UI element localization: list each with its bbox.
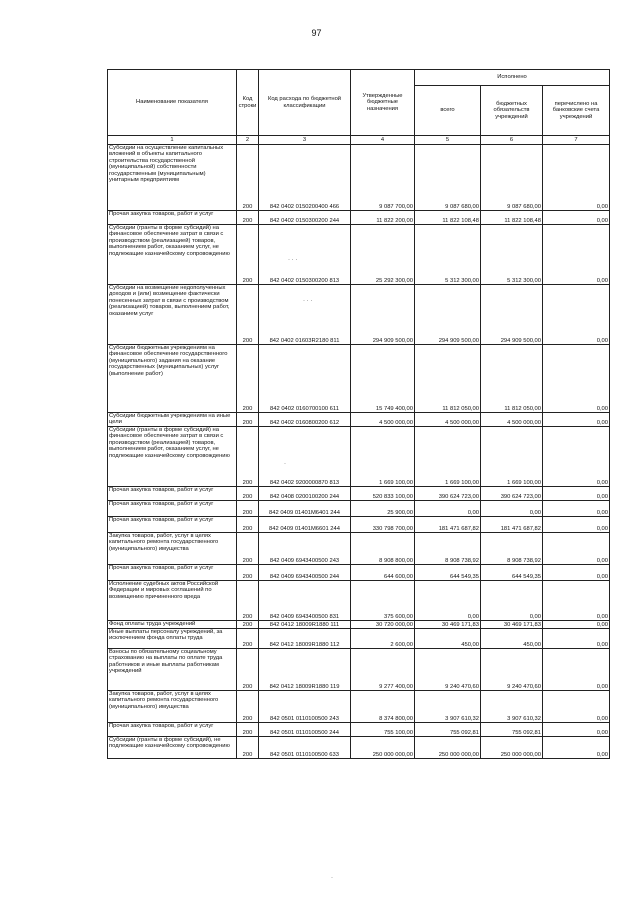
row-executed-transfers: 0,00: [543, 487, 610, 501]
row-executed-obligations: 644 549,35: [481, 565, 543, 581]
row-executed-transfers: 0,00: [543, 501, 610, 517]
row-executed-transfers: 0,00: [543, 629, 610, 649]
row-executed-obligations: 8 908 738,92: [481, 533, 543, 565]
row-approved: 9 277 400,00: [351, 649, 415, 691]
row-approved: 330 798 700,00: [351, 517, 415, 533]
column-numbers-row: [108, 136, 610, 145]
table-row: [108, 345, 610, 413]
row-approved: 294 909 500,00: [351, 285, 415, 345]
row-executed-transfers: 0,00: [543, 533, 610, 565]
row-approved: 644 600,00: [351, 565, 415, 581]
row-name: Прочая закупка товаров, работ и услуг: [108, 501, 237, 517]
row-executed-obligations: 3 907 610,32: [481, 691, 543, 723]
row-executed-obligations: 5 312 300,00: [481, 225, 543, 285]
table-row: [108, 427, 610, 487]
row-line-code: 200: [237, 565, 259, 581]
row-executed-obligations: 250 000 000,00: [481, 737, 543, 759]
row-executed-obligations: 450,00: [481, 629, 543, 649]
column-number: 2: [237, 136, 259, 145]
budget-execution-table: [107, 69, 610, 759]
row-budget-code: 842 0409 01401M6401 244: [259, 501, 351, 517]
row-executed-obligations: 390 624 723,00: [481, 487, 543, 501]
row-budget-code: 842 0409 6943400500 243: [259, 533, 351, 565]
row-budget-code: 842 0402 01603R2180 811: [259, 285, 351, 345]
row-executed-total: 8 908 738,92: [415, 533, 481, 565]
table-row: [108, 517, 610, 533]
row-approved: 25 292 300,00: [351, 225, 415, 285]
table-row: [108, 487, 610, 501]
column-number: 7: [543, 136, 610, 145]
row-executed-total: 11 822 108,48: [415, 211, 481, 225]
row-budget-code: 842 0501 0110100500 244: [259, 723, 351, 737]
row-executed-total: 644 549,35: [415, 565, 481, 581]
row-executed-transfers: 0,00: [543, 581, 610, 621]
row-approved: 755 100,00: [351, 723, 415, 737]
row-executed-obligations: 181 471 687,82: [481, 517, 543, 533]
row-budget-code: 842 0409 6943400500 244: [259, 565, 351, 581]
row-executed-transfers: 0,00: [543, 145, 610, 211]
row-executed-transfers: 0,00: [543, 285, 610, 345]
row-executed-transfers: 0,00: [543, 565, 610, 581]
row-budget-code: 842 0402 0150200400 466: [259, 145, 351, 211]
row-executed-transfers: 0,00: [543, 691, 610, 723]
row-line-code: 200: [237, 145, 259, 211]
row-budget-code: 842 0412 18009R1880 112: [259, 629, 351, 649]
row-budget-code: 842 0412 18009R1880 119: [259, 649, 351, 691]
row-executed-transfers: 0,00: [543, 517, 610, 533]
column-number: 1: [108, 136, 237, 145]
row-line-code: 200: [237, 629, 259, 649]
scan-speck: · · ·: [303, 298, 313, 304]
row-executed-obligations: 9 240 470,60: [481, 649, 543, 691]
row-budget-code: 842 0402 0160800200 612: [259, 413, 351, 427]
row-line-code: 200: [237, 533, 259, 565]
row-approved: 30 720 000,00: [351, 621, 415, 629]
table-body: [108, 145, 610, 759]
row-name: Субсидии бюджетным учреждениям на финансовое обеспечение государственного (муниципального) задания на оказание государственных (муниципальных) услуг (выполнение работ): [108, 345, 237, 413]
header-line-code: Код строки: [237, 70, 259, 136]
row-budget-code: 842 0402 0150300200 813: [259, 225, 351, 285]
scan-speck: ·: [331, 875, 333, 881]
row-executed-transfers: 0,00: [543, 427, 610, 487]
row-name: Субсидии на осуществление капитальных вложений в объекты капитального строительства государственной (муниципальной) собственности государственным (муниципальным) унитарным предприятиям: [108, 145, 237, 211]
column-number: 5: [415, 136, 481, 145]
row-executed-obligations: 0,00: [481, 501, 543, 517]
row-line-code: 200: [237, 737, 259, 759]
table-row: [108, 621, 610, 629]
table-row: [108, 649, 610, 691]
row-approved: 4 500 000,00: [351, 413, 415, 427]
row-executed-obligations: 294 909 500,00: [481, 285, 543, 345]
row-approved: 15 749 400,00: [351, 345, 415, 413]
row-executed-transfers: 0,00: [543, 345, 610, 413]
header-transfers: перечислено на банковские счета учреждений: [543, 86, 610, 136]
row-line-code: 200: [237, 691, 259, 723]
row-approved: 250 000 000,00: [351, 737, 415, 759]
row-executed-total: 294 909 500,00: [415, 285, 481, 345]
table-header: [108, 70, 610, 145]
row-line-code: 200: [237, 649, 259, 691]
table-row: [108, 691, 610, 723]
page-number: 97: [311, 28, 322, 38]
row-name: Закупка товаров, работ, услуг в целях капитального ремонта государственного (муниципального) имущества: [108, 691, 237, 723]
row-name: Прочая закупка товаров, работ и услуг: [108, 565, 237, 581]
row-name: Прочая закупка товаров, работ и услуг: [108, 517, 237, 533]
row-executed-total: 250 000 000,00: [415, 737, 481, 759]
row-name: Субсидии (гранты в форме субсидий) на финансовое обеспечение затрат в связи с производством (реализацией) товаров, выполнением работ, оказанием услуг, не подлежащие казначейскому сопровождению: [108, 225, 237, 285]
row-executed-transfers: 0,00: [543, 649, 610, 691]
row-line-code: 200: [237, 487, 259, 501]
row-line-code: 200: [237, 501, 259, 517]
table-row: [108, 145, 610, 211]
row-executed-transfers: 0,00: [543, 723, 610, 737]
row-executed-total: 5 312 300,00: [415, 225, 481, 285]
row-line-code: 200: [237, 285, 259, 345]
row-line-code: 200: [237, 581, 259, 621]
table-row: [108, 533, 610, 565]
row-executed-total: 390 624 723,00: [415, 487, 481, 501]
header-budget-code: Код расхода по бюджетной классификации: [259, 70, 351, 136]
row-budget-code: 842 0402 9200000870 813: [259, 427, 351, 487]
column-number: 4: [351, 136, 415, 145]
row-executed-total: 9 240 470,60: [415, 649, 481, 691]
table-row: [108, 211, 610, 225]
row-name: Исполнение судебных актов Российской Федерации и мировых соглашений по возмещению причиненного вреда: [108, 581, 237, 621]
row-name: Субсидии (гранты в форме субсидий), не подлежащие казначейскому сопровождению: [108, 737, 237, 759]
row-executed-transfers: 0,00: [543, 225, 610, 285]
row-line-code: 200: [237, 211, 259, 225]
row-approved: 1 669 100,00: [351, 427, 415, 487]
column-number: 3: [259, 136, 351, 145]
row-line-code: 200: [237, 427, 259, 487]
row-executed-total: 755 092,81: [415, 723, 481, 737]
row-line-code: 200: [237, 723, 259, 737]
row-approved: 2 600,00: [351, 629, 415, 649]
scan-speck: · · ·: [288, 257, 298, 263]
row-budget-code: 842 0501 0110100500 633: [259, 737, 351, 759]
row-name: Закупка товаров, работ, услуг в целях капитального ремонта государственного (муниципального) имущества: [108, 533, 237, 565]
row-name: Прочая закупка товаров, работ и услуг: [108, 211, 237, 225]
row-budget-code: 842 0409 6943400500 831: [259, 581, 351, 621]
row-executed-transfers: 0,00: [543, 413, 610, 427]
row-line-code: 200: [237, 225, 259, 285]
row-executed-total: 181 471 687,82: [415, 517, 481, 533]
row-executed-total: 0,00: [415, 581, 481, 621]
header-name: Наименование показателя: [108, 70, 237, 136]
row-line-code: 200: [237, 413, 259, 427]
row-executed-total: 30 469 171,83: [415, 621, 481, 629]
row-executed-obligations: 755 092,81: [481, 723, 543, 737]
row-executed-obligations: 0,00: [481, 581, 543, 621]
row-approved: 8 374 800,00: [351, 691, 415, 723]
table-row: [108, 413, 610, 427]
header-total: всего: [415, 86, 481, 136]
row-name: Субсидии (гранты в форме субсидий) на финансовое обеспечение затрат в связи с производством (реализацией) товаров, выполнением работ, оказанием услуг, не подлежащие казначейскому сопровождению: [108, 427, 237, 487]
scan-speck: ·: [284, 461, 286, 467]
row-name: Взносы по обязательному социальному страхованию на выплаты по оплате труда работников и иные выплаты работникам учреждений: [108, 649, 237, 691]
table-row: [108, 581, 610, 621]
table-row: [108, 565, 610, 581]
table-row: [108, 501, 610, 517]
row-name: Фонд оплаты труда учреждений: [108, 621, 237, 629]
row-name: Прочая закупка товаров, работ и услуг: [108, 487, 237, 501]
row-executed-transfers: 0,00: [543, 621, 610, 629]
row-executed-obligations: 4 500 000,00: [481, 413, 543, 427]
row-executed-total: 4 500 000,00: [415, 413, 481, 427]
row-executed-total: 9 087 680,00: [415, 145, 481, 211]
table-row: [108, 723, 610, 737]
row-budget-code: 842 0402 0150300200 244: [259, 211, 351, 225]
row-line-code: 200: [237, 345, 259, 413]
row-executed-total: 11 812 050,00: [415, 345, 481, 413]
row-name: Субсидии бюджетным учреждениям на иные цели: [108, 413, 237, 427]
row-line-code: 200: [237, 621, 259, 629]
row-approved: 375 600,00: [351, 581, 415, 621]
row-name: Иные выплаты персоналу учреждений, за исключением фонда оплаты труда: [108, 629, 237, 649]
row-executed-obligations: 11 812 050,00: [481, 345, 543, 413]
row-executed-obligations: 11 822 108,48: [481, 211, 543, 225]
row-executed-total: 0,00: [415, 501, 481, 517]
row-executed-obligations: 1 669 100,00: [481, 427, 543, 487]
table-row: [108, 285, 610, 345]
header-approved: Утвержденные бюджетные назначения: [351, 70, 415, 136]
row-name: Субсидии на возмещение недополученных доходов и (или) возмещение фактически понесенных затрат в связи с производством (реализацией) товаров, выполнением работ, оказанием услуг: [108, 285, 237, 345]
table-row: [108, 737, 610, 759]
row-executed-transfers: 0,00: [543, 737, 610, 759]
row-approved: 9 087 700,00: [351, 145, 415, 211]
row-approved: 25 900,00: [351, 501, 415, 517]
row-approved: 520 833 100,00: [351, 487, 415, 501]
row-budget-code: 842 0409 01401M6601 244: [259, 517, 351, 533]
row-executed-total: 450,00: [415, 629, 481, 649]
row-budget-code: 842 0412 18009R1880 111: [259, 621, 351, 629]
row-budget-code: 842 0408 0200100200 244: [259, 487, 351, 501]
row-executed-total: 1 669 100,00: [415, 427, 481, 487]
row-approved: 8 908 800,00: [351, 533, 415, 565]
row-executed-obligations: 9 087 680,00: [481, 145, 543, 211]
row-executed-transfers: 0,00: [543, 211, 610, 225]
row-budget-code: 842 0402 0160700100 611: [259, 345, 351, 413]
row-line-code: 200: [237, 517, 259, 533]
table-row: [108, 629, 610, 649]
row-executed-total: 3 907 610,32: [415, 691, 481, 723]
column-number: 6: [481, 136, 543, 145]
header-executed: Исполнено: [415, 70, 610, 86]
row-executed-obligations: 30 469 171,83: [481, 621, 543, 629]
row-budget-code: 842 0501 0110100500 243: [259, 691, 351, 723]
table-row: [108, 225, 610, 285]
row-approved: 11 822 200,00: [351, 211, 415, 225]
header-obligations: бюджетных обязательств учреждений: [481, 86, 543, 136]
row-name: Прочая закупка товаров, работ и услуг: [108, 723, 237, 737]
